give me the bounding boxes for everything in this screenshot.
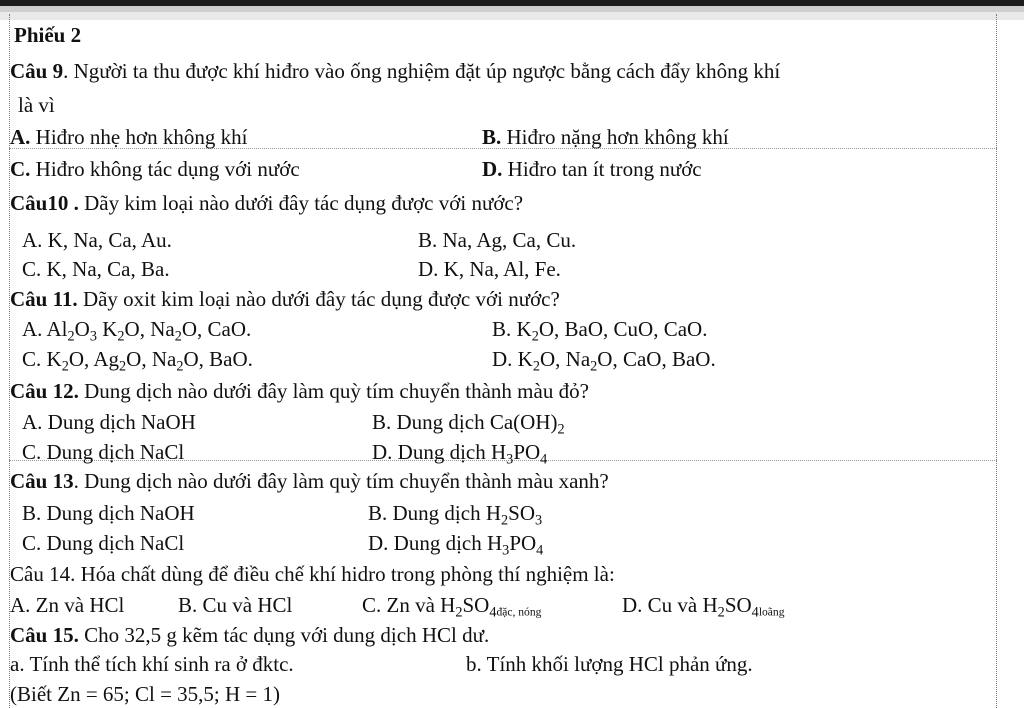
question-11 <box>10 286 560 312</box>
option-12d[interactable]: D. Dung dịch $H_3PO_4$ <box>372 440 548 468</box>
question-text: . Dung dịch nào dưới đây làm quỳ tím chuyển thành màu xanh? <box>73 469 609 493</box>
question-9 <box>10 58 780 84</box>
question-label: Câu 11. <box>10 287 78 311</box>
option-13c[interactable]: C. Dung dịch NaCl <box>22 531 185 555</box>
page-right-border <box>996 14 997 708</box>
sheet-title: Phiếu 2 <box>14 23 82 47</box>
option-10c[interactable]: C. K, Na, Ca, Ba. <box>22 257 170 281</box>
option-12b[interactable]: B. Dung dịch $Ca(OH)_2$ <box>372 410 565 438</box>
question-label: Câu10 . <box>10 191 79 215</box>
question-text: . Người ta thu được khí hiđro vào ống nghiệm đặt úp ngược bằng cách đẩy không khí <box>63 59 781 83</box>
question-15-part-b: b. Tính khối lượng HCl phản ứng. <box>466 652 753 676</box>
question-text: Dãy kim loại nào dưới đây tác dụng được với nước? <box>78 191 524 215</box>
question-label: Câu 12. <box>10 379 79 403</box>
option-12c[interactable]: C. Dung dịch NaCl <box>22 440 185 464</box>
option-14d[interactable]: D. Cu và $H_2SO_{4loãng}$ <box>622 593 785 621</box>
question-10 <box>10 190 523 216</box>
option-11a[interactable]: A. $Al_2O_3$ $K_2O$, $Na_2O$, CaO. <box>22 317 252 345</box>
option-13d[interactable]: D. Dung dịch $H_3PO_4$ <box>368 531 544 559</box>
question-12 <box>10 378 589 404</box>
option-9c[interactable]: C. Hiđro không tác dụng với nước <box>10 157 300 181</box>
option-14b[interactable]: B. Cu và HCl <box>178 593 293 617</box>
window-top-bar <box>0 0 1024 20</box>
question-15 <box>10 622 489 648</box>
option-11c[interactable]: C. $K_2O$, $Ag_2O$, $Na_2O$, BaO. <box>22 347 253 375</box>
option-9d[interactable]: D. Hiđro tan ít trong nước <box>482 157 702 181</box>
option-9a[interactable]: A. Hiđro nhẹ hơn không khí <box>10 125 248 149</box>
option-14c[interactable]: C. Zn và $H_2SO_{4đặc, nóng}$ <box>362 593 542 621</box>
option-10b[interactable]: B. Na, Ag, Ca, Cu. <box>418 228 577 252</box>
question-label: Câu 9 <box>10 59 64 83</box>
option-14a[interactable]: A. Zn và HCl <box>10 593 125 617</box>
option-12a[interactable]: A. Dung dịch NaOH <box>22 410 196 434</box>
option-11d[interactable]: D. $K_2O$, $Na_2O$, CaO, BaO. <box>492 347 716 375</box>
question-14: Câu 14. Hóa chất dùng để điều chế khí hidro trong phòng thí nghiệm là: <box>10 562 615 586</box>
question-text: Dung dịch nào dưới đây làm quỳ tím chuyển thành màu đỏ? <box>78 379 589 403</box>
option-10d[interactable]: D. K, Na, Al, Fe. <box>418 257 561 281</box>
question-9-continued: là vì <box>18 93 55 117</box>
question-13 <box>10 468 609 494</box>
question-15-hint: (Biết Zn = 65; Cl = 35,5; H = 1) <box>10 682 281 706</box>
option-13b-h2so3[interactable]: B. Dung dịch $H_2SO_3$ <box>368 501 543 529</box>
question-label: Câu 13 <box>10 469 74 493</box>
question-text: Dãy oxit kim loại nào dưới đây tác dụng được với nước? <box>77 287 560 311</box>
option-13b-naoh[interactable]: B. Dung dịch NaOH <box>22 501 195 525</box>
option-10a[interactable]: A. K, Na, Ca, Au. <box>22 228 172 252</box>
question-text: Cho 32,5 g kẽm tác dụng với dung dịch HCl dư. <box>78 623 490 647</box>
option-11b[interactable]: B. $K_2O$, BaO, CuO, CaO. <box>492 317 708 345</box>
question-label: Câu 15. <box>10 623 79 647</box>
option-9b[interactable]: B. Hiđro nặng hơn không khí <box>482 125 729 149</box>
question-15-part-a: a. Tính thể tích khí sinh ra ở đktc. <box>10 652 294 676</box>
